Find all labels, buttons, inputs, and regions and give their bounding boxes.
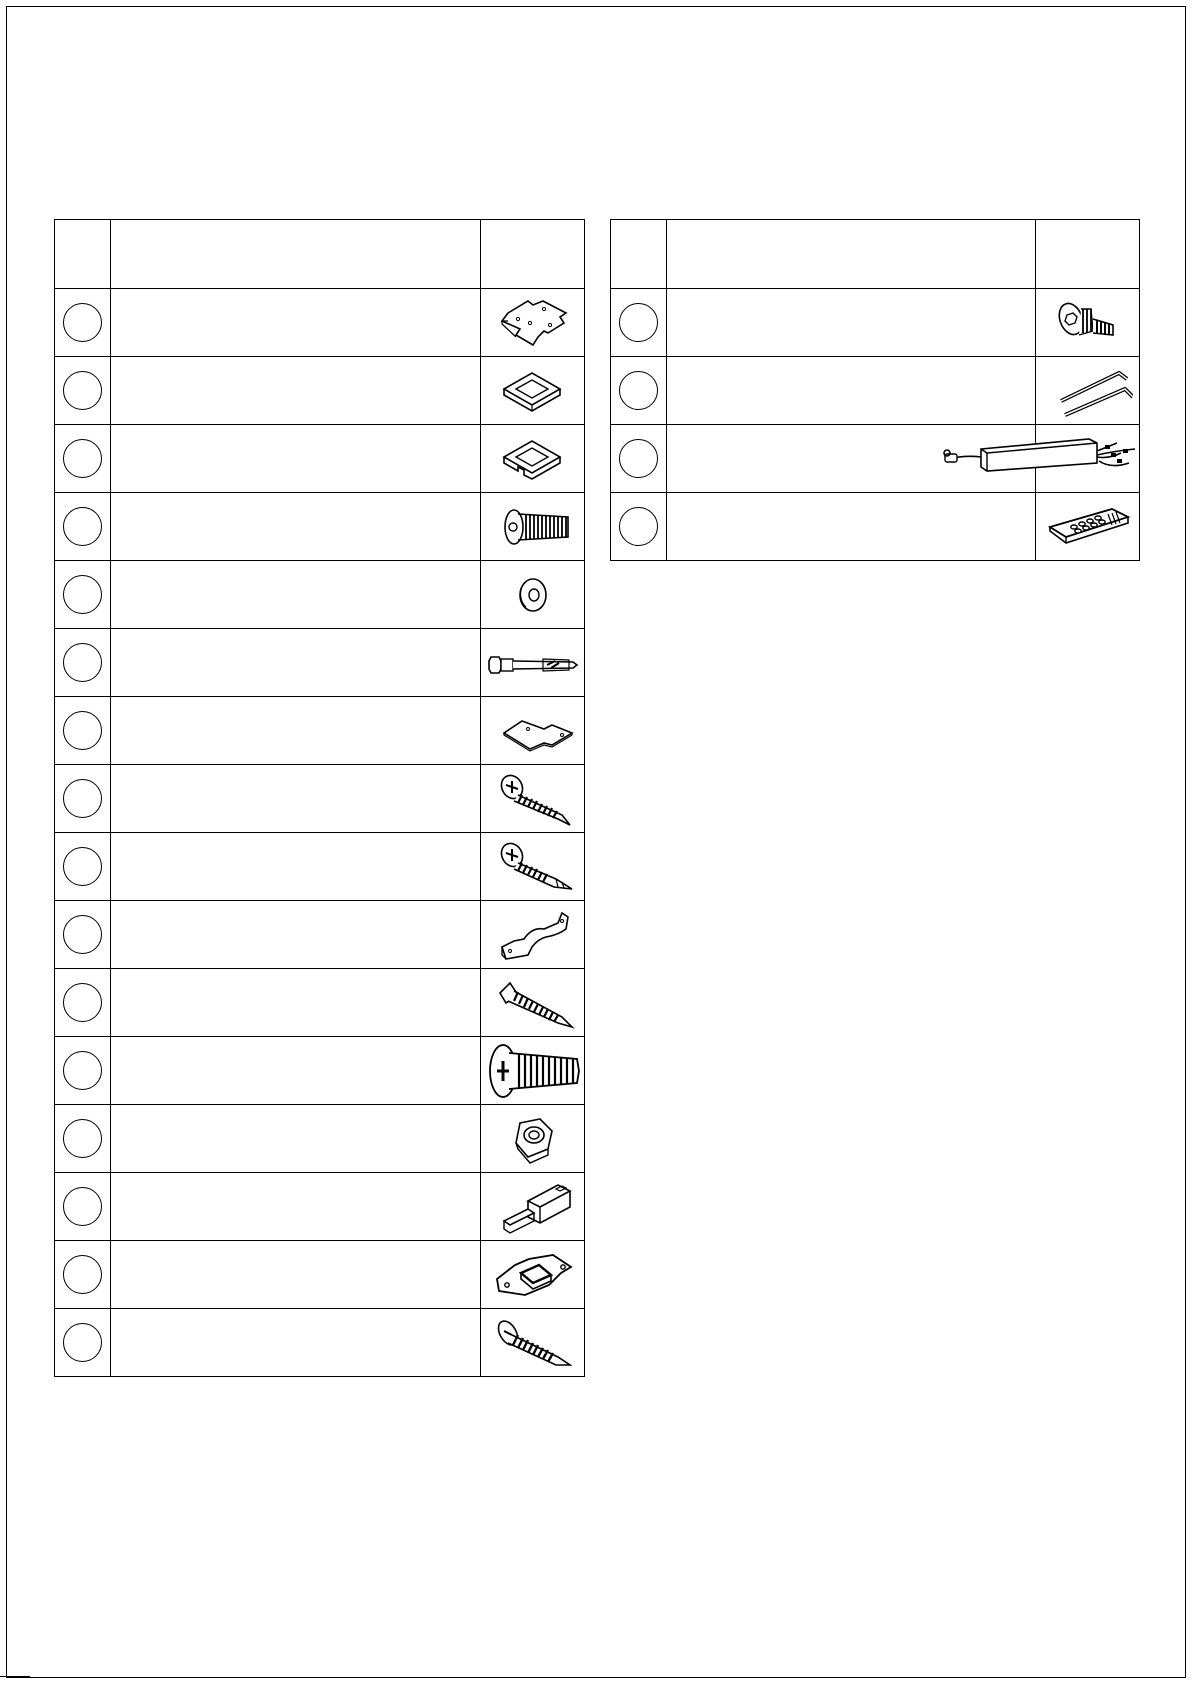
header-number-cell <box>55 220 111 289</box>
part-number-circle <box>63 983 102 1022</box>
table-row <box>55 969 585 1037</box>
table-row <box>55 1105 585 1173</box>
part-number-circle <box>63 915 102 954</box>
pan-head-tapping-screw-icon <box>481 769 584 829</box>
table-row <box>55 289 585 357</box>
table-row <box>55 765 585 833</box>
part-description <box>111 833 481 901</box>
socket-cap-screw-icon <box>1036 295 1139 351</box>
washer-icon <box>481 567 584 623</box>
part-description <box>667 357 1036 425</box>
table-row <box>55 697 585 765</box>
table-row <box>55 561 585 629</box>
strike-plate-icon <box>481 1245 584 1305</box>
table-row <box>55 425 585 493</box>
table-row <box>55 629 585 697</box>
part-description <box>111 697 481 765</box>
connector-block-icon <box>481 1177 584 1237</box>
part-description <box>111 1105 481 1173</box>
notched-spacer-icon <box>481 431 584 487</box>
part-number-circle <box>619 303 658 342</box>
part-description <box>111 969 481 1037</box>
header-picture-cell <box>1036 220 1140 289</box>
part-description <box>111 1241 481 1309</box>
phillips-machine-screw-icon <box>481 1039 584 1103</box>
footer-mark <box>0 1676 30 1683</box>
part-number-circle <box>63 439 102 478</box>
part-description <box>111 1309 481 1377</box>
table-row <box>55 1037 585 1105</box>
header-description-cell <box>667 220 1036 289</box>
part-description <box>667 289 1036 357</box>
anchor-bolt-icon <box>481 635 584 691</box>
part-number-circle <box>63 371 102 410</box>
table-row <box>55 493 585 561</box>
part-number-circle <box>63 779 102 818</box>
truss-head-screw-icon <box>481 1313 584 1373</box>
part-description <box>111 425 481 493</box>
part-number-circle <box>619 507 658 546</box>
header-picture-cell <box>481 220 585 289</box>
countersunk-wood-screw-icon <box>481 973 584 1033</box>
part-number-circle <box>63 711 102 750</box>
part-number-circle <box>63 507 102 546</box>
parts-table-left <box>54 219 585 1377</box>
part-description <box>111 1173 481 1241</box>
part-description <box>667 493 1036 561</box>
header-description-cell <box>111 220 481 289</box>
table-row <box>611 357 1140 425</box>
part-number-circle <box>63 1187 102 1226</box>
hex-nut-icon <box>481 1109 584 1169</box>
table-row <box>611 289 1140 357</box>
header-number-cell <box>611 220 667 289</box>
part-description <box>111 1037 481 1105</box>
part-number-circle <box>619 439 658 478</box>
table-header <box>611 220 1140 289</box>
mounting-plate-icon <box>481 293 584 353</box>
parts-table-right <box>610 219 1140 561</box>
table-header <box>55 220 585 289</box>
part-number-circle <box>63 847 102 886</box>
part-number-circle <box>63 1323 102 1362</box>
part-number-circle <box>63 1051 102 1090</box>
remote-control-icon <box>1036 497 1139 557</box>
curved-bracket-icon <box>481 905 584 965</box>
part-description <box>111 765 481 833</box>
table-row <box>55 901 585 969</box>
part-number-circle <box>63 1255 102 1294</box>
part-description <box>111 561 481 629</box>
table-row <box>611 493 1140 561</box>
table-row <box>611 425 1140 493</box>
part-description <box>111 629 481 697</box>
part-description <box>111 289 481 357</box>
l-bracket-plate-icon <box>481 703 584 759</box>
self-drilling-screw-icon <box>481 837 584 897</box>
table-row <box>55 1309 585 1377</box>
part-description <box>111 357 481 425</box>
part-number-circle <box>63 643 102 682</box>
table-row <box>55 1173 585 1241</box>
part-number-circle <box>63 1119 102 1158</box>
square-spacer-icon <box>481 363 584 419</box>
table-row <box>55 1241 585 1309</box>
part-number-circle <box>619 371 658 410</box>
table-row <box>55 833 585 901</box>
part-number-circle <box>63 303 102 342</box>
part-description <box>111 901 481 969</box>
power-driver-icon <box>939 429 1139 485</box>
part-description <box>111 493 481 561</box>
hex-socket-bolt-icon <box>481 499 584 555</box>
allen-keys-icon <box>1036 361 1139 421</box>
table-row <box>55 357 585 425</box>
part-number-circle <box>63 575 102 614</box>
